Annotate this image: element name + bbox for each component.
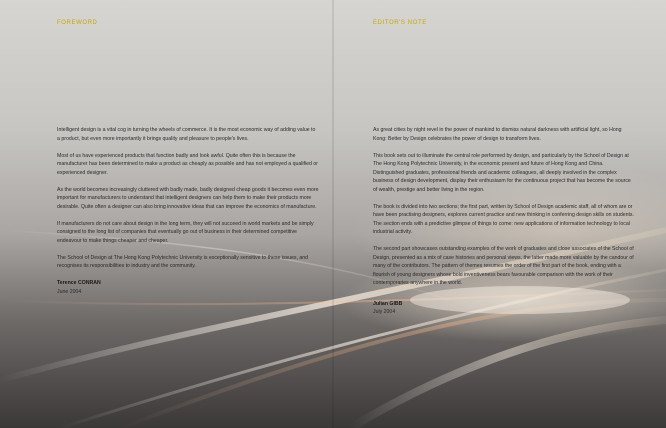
editors-note-paragraph: This book sets out to illuminate the central role performed by design, and particularly by the School of Design at The Hong Kong Polytechnic University, in the economic present and future of Hong Kong and China. Distinguished graduates, professional friends and academic colleagues, all deeply involved in the complex business of design development, display their enthusiasm for the continuous project that has become the source of wealth, prestige and better living in the region.	[373, 152, 631, 193]
editors-note-heading: EDITOR'S NOTE	[373, 20, 427, 26]
foreword-signature	[57, 279, 319, 296]
signature-date: July 2004	[373, 309, 396, 315]
editors-note-paragraph: As great cities by night revel in the power of mankind to dismiss natural darkness with artificial light, so Hong Kong: Better by Design celebrates the power of design to transform lives.	[373, 127, 622, 142]
foreword-paragraph: If manufacturers do not care about design in the long term, they will not succeed in world markets and be simply consigned to the long list of companies that eventually go out of business in their determined competitive endeavour to make things cheaper and cheaper.	[57, 220, 314, 244]
editors-note-paragraph: The second part showcases outstanding examples of the work of graduates and close associates of the School of Design, presented as a mix of case histories and personal views, the latter made more valuable by the candour of many of the contributors. The pattern of themes resumes the order of the first part of the book, ending with a flourish of young designers whose bold inventiveness bears favourable comparison with the work of their contemporaries anywhere in the world.	[373, 246, 634, 286]
foreword-paragraph: The School of Design at The Hong Kong Polytechnic University is exceptionally sensitive to these issues, and recognises its responsibilities to industry and the community.	[57, 254, 309, 269]
foreword-paragraph: Most of us have experienced products that function badly and look awful. Quite often this is because the manufacturer has been determined to make a product as cheaply as possible and has not employed a qualified or experienced designer.	[57, 152, 318, 176]
signature-name: Julian GIBB	[373, 300, 403, 307]
foreword-body	[57, 126, 319, 296]
foreword-paragraph: Intelligent design is a vital cog in turning the wheels of commerce. It is the most economic way of adding value to a product, but even more importantly it brings quality and pleasure to people's lives.	[57, 127, 316, 142]
foreword-heading: FOREWORD	[57, 20, 98, 26]
signature-name: Terence CONRAN	[57, 280, 101, 286]
foreword-paragraph: As the world becomes increasingly cluttered with badly made, badly designed cheap goods it becomes even more important for manufacturers to understand that intelligent designers can help them to make their products more desirable. Quite often a designer can also bring innovative ideas that can improve the economics of manufacture.	[57, 186, 319, 210]
signature-date: June 2004	[57, 288, 82, 295]
editors-note-paragraph: The book is divided into two sections; the first part, written by School of Design academic staff, all of whom are or have been practising designers, explores current practice and new thinking in conferring design skills on students. The section ends with a predictive glimpse of things to come: new applications of information technology to local industrial activity.	[373, 203, 634, 235]
editors-note-body	[373, 126, 635, 317]
editors-note-page	[333, 0, 666, 428]
editors-note-signature	[373, 300, 635, 317]
